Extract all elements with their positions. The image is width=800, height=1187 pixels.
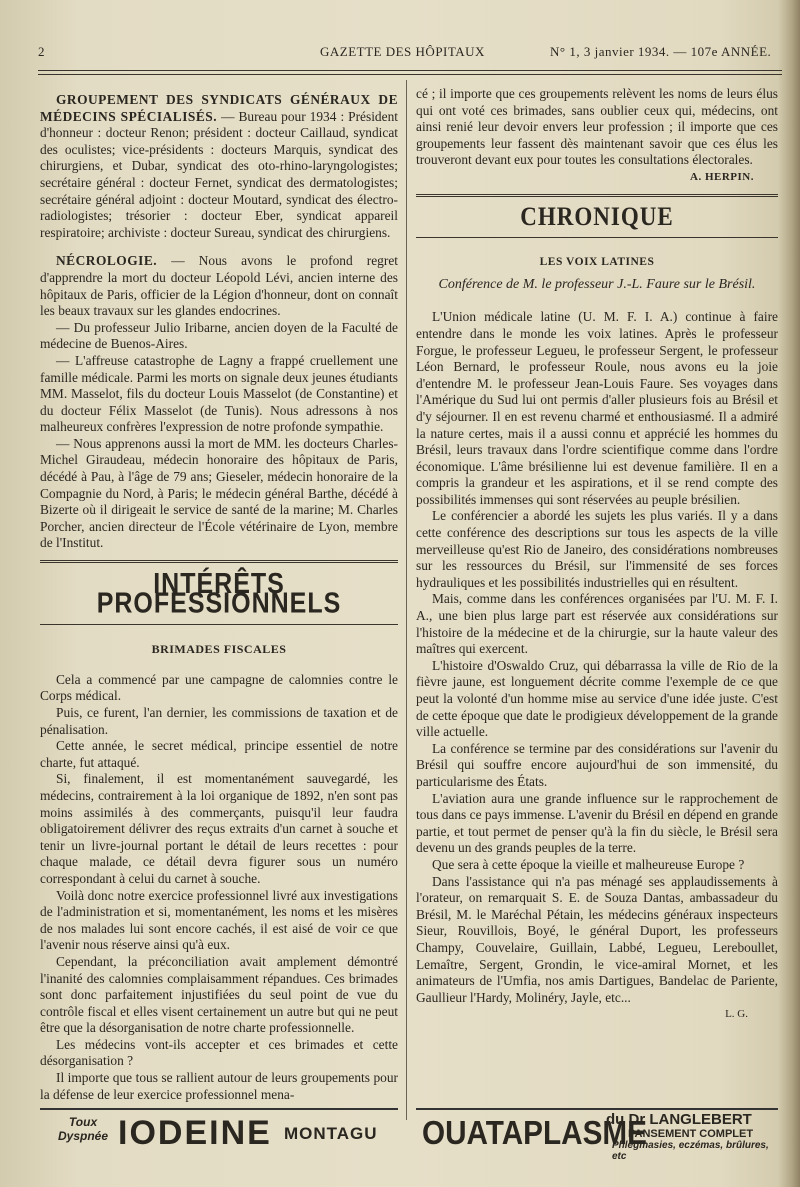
iodeine-ad-product: IODEINE — [118, 1114, 272, 1152]
page-number: 2 — [38, 44, 45, 59]
chronique-title: CHRONIQUE — [520, 201, 674, 231]
article-paragraph-8: Il importe que tous se rallient autour de leurs groupements pour la défense de leur exercice professionnel mena- — [40, 1070, 398, 1102]
ouataplasme-advertisement — [416, 1108, 778, 1162]
voix-paragraph-7: Que sera à cette époque la vieille et malheureuse Europe ? — [432, 856, 745, 872]
iodeine-ad-brand: MONTAGU — [284, 1124, 378, 1143]
voix-paragraph-6: L'aviation aura une grande influence sur le rapprochement de tous dans ce pays immense. L'avenir du Brésil en dépend en grande partie, et tout permet de penser qu'à la fin du siècle, le Brésil sera devenu un des grands peuples de la terre. — [416, 790, 778, 856]
necro-paragraph — [40, 253, 398, 319]
issue-line: N° 1, 3 janvier 1934. — 107e ANNÉE. — [550, 44, 772, 59]
ouataplasme-ad-tagline: Phlegmasies, eczémas, brûlures, etc — [612, 1140, 769, 1162]
article-paragraph-4: Si, finalement, il est momentanément sauvegardé, les médecins, contrairement à la loi organique de 1892, n'en sont pas moins assimilés à des commerçants, puisqu'il leur faudra obligatoirement délivrer des reçus extraits d'un carnet à souche et tenir un livre-journal portant le détail de leurs recettes : pour chaque malade, ce détail devra figurer sous un numéro correspondant à celui du carnet à souche. — [40, 771, 398, 886]
page-edge-shadow — [778, 0, 800, 1187]
groupement-paragraph — [40, 92, 398, 241]
ouataplasme-ad-subtitle: PANSEMENT COMPLET — [628, 1128, 754, 1140]
journal-title: GAZETTE DES HÔPITAUX — [320, 44, 485, 59]
article-paragraph-6: Cependant, la préconciliation avait amplement démontré l'inanité des calomnies complaisamment répandues. Ces brimades sont donc parfaitement injustifiées du seul point de vue du contrôle fiscal et elles visent certainement un autre but qui ne peut être que la désorganisation de notre charte professionnelle. — [40, 953, 398, 1036]
ouataplasme-ad-product: OUATAPLASME — [422, 1114, 647, 1151]
voix-paragraph-1: L'Union médicale latine (U. M. F. I. A.) continue à faire entendre dans le monde les voix latines. Après le professeur Forgue, le professeur Legueu, le professeur Sergent, le professeur Léon Bernard, le professeur Roule, nous avons eu la joie d'entendre M. le professeur Jean-Louis Faure. Ses voyages dans l'Amérique du Sud lui ont permis d'aller plusieurs fois au Brésil et d'y séjourner. Il en est revenu charmé et enthousiasmé. Il a admiré la nature certes, mais il a aussi connu et apprécié les hommes du Brésil, leurs travaux dans l'ordre scientifique comme dans l'ordre économique. L'âme brésilienne lui est devenue familière. Il en a compris la grandeur et les aspirations, et il se rend compte des possibilités immenses qui sont réservées au peuple brésilien. — [416, 309, 778, 507]
necro-text-1: — Nous avons le profond regret d'apprendre la mort du docteur Léopold Lévi, ancien interne des hôpitaux de Paris, officier de la Légion d'honneur, dont on connaît les beaux travaux sur les glandes endocrines. — [40, 253, 398, 319]
continued-signature: A. HERPIN. — [690, 170, 754, 183]
ouataplasme-ad-brand: du Dr LANGLEBERT — [606, 1111, 752, 1128]
voix-paragraph-3: Mais, comme dans les conférences organisées par l'U. M. F. I. A., une bien plus large part est réservée aux considérations sur l'histoire de la médecine et de la chirurgie, sur la haute valeur des maîtres qui exercent. — [416, 591, 778, 657]
groupement-text: — Bureau pour 1934 : Président d'honneur : docteur Renon; président : docteur Caillaud, syndicat des oculistes; vice-présidents : docteurs Marquis, syndicat des chirurgiens, et Dubar, syndicat des oto-rhino-laryngologistes; secrétaire général : docteur Fernet, syndicat des dermatologistes; secrétaire général adjoint : docteur Moutard, syndicat des électro-radiologistes; trésorier : docteur Eber, syndicat appareil respiratoire; archiviste : docteur Sureau, syndicat des chirurgiens. — [40, 108, 398, 240]
article-paragraph-7: Les médecins vont-ils accepter et ces brimades et cette désorganisation ? — [40, 1036, 398, 1069]
iodeine-advertisement — [40, 1108, 398, 1154]
groupement-heading: GROUPEMENT DES SYNDICATS GÉNÉRAUX DE MÉDECINS SPÉCIALISÉS. — [40, 92, 398, 124]
article-paragraph-2: Puis, ce furent, l'an dernier, les commissions de taxation et de pénalisation. — [40, 705, 398, 737]
voix-paragraph-8: Dans l'assistance qui n'a pas ménagé ses applaudissements à l'orateur, on remarquait S. E. de Souza Dantas, ambassadeur du Brésil, M. le Maréchal Pétain, les médecins généraux inspecteurs Sieur, Rouvillois, Boyé, le général Duport, les professeurs Champy, Couvelaire, Guillain, Labbé, Legueu, Lereboullet, Lemaître, Sergent, Grondin, le vice-amiral Mornet, et les animateurs de l'Umfia, nos amis Dartigues, Bandelac de Pariente, Gaullieur l'Hardy, Molinéry, Jayle, etc... — [416, 873, 778, 1005]
necro-text-4: — Nous apprenons aussi la mort de MM. les docteurs Charles-Michel Giraudeau, médecin honoraire des hôpitaux de Paris, décédé à Pau, à l'âge de 79 ans; Gieseler, médecin honoraire de la Compagnie du Nord, à Paris; le médecin général Barthe, décédé à Bizerte où il dirigeait le service de santé de la marine; M. Charles Porcher, ancien directeur de l'École vétérinaire de Lyon, membre de l'Institut. — [40, 435, 398, 551]
article-paragraph-5: Voilà donc notre exercice professionnel livré aux investigations de l'administration et si, momentanément, les noms et les misères de nos malades lui sont encore cachés, il est aisé de voir ce que l'avenir nous réserve ainsi qu'à eux. — [40, 887, 398, 953]
article-title: BRIMADES FISCALES — [151, 642, 287, 657]
section-title: INTÉRÊTS PROFESSIONNELS — [96, 567, 342, 619]
voix-paragraph-4: L'histoire d'Oswaldo Cruz, qui débarrassa la ville de Rio de la fièvre jaune, est longuement décrite comme l'exemple de ce que peut la volonté d'un homme mise au service d'une idée juste. C'est de cette époque que date le prodigieux développement de la grande ville actuelle. — [416, 657, 778, 740]
voix-signature: L. G. — [725, 1008, 748, 1021]
voix-paragraph-2: Le conférencier a abordé les sujets les plus variés. Il y a dans cette conférence des descriptions sur tous les aspects de la ville merveilleuse qu'est Rio de Janeiro, des considérations nombreuses sur les ressources du Brésil, sur l'immensité de ses forces hydrauliques et les possibilités industrielles qui en résultent. — [416, 508, 778, 590]
iodeine-ad-indications: Toux Dyspnée — [58, 1115, 109, 1143]
right-column — [416, 86, 778, 1023]
column-divider — [406, 80, 407, 1120]
header-rule-1 — [38, 70, 782, 71]
article-paragraph-1: Cela a commencé par une campagne de calomnies contre le Corps médical. — [40, 671, 398, 704]
page-header — [38, 44, 778, 66]
article-paragraph-3: Cette année, le secret médical, principe essentiel de notre charte, fut attaqué. — [40, 738, 398, 770]
voix-title: LES VOIX LATINES — [539, 256, 655, 269]
necro-text-2: — Du professeur Julio Iribarne, ancien doyen de la Faculté de médecine de Buenos-Aires. — [40, 319, 398, 352]
necro-heading: NÉCROLOGIE. — [56, 253, 158, 269]
voix-paragraph-5: La conférence se termine par des considérations sur l'avenir du Brésil qui souffre encore aujourd'hui de son immensité, du particularisme des États. — [416, 740, 778, 789]
continued-text: cé ; il importe que ces groupements relèvent les noms de leurs élus qui ont voté ces brimades, sans oublier ceux qui, médecins, ont ainsi renié leur devoir envers leur profession ; il importe que ces groupements leur fassent dès maintenant savoir que ces élus les trouveront devant eux pour toutes les consultations électorales. — [416, 86, 778, 168]
voix-subtitle: Conférence de M. le professeur J.-L. Faure sur le Brésil. — [438, 276, 756, 292]
header-rule-2 — [38, 74, 782, 75]
left-column — [40, 92, 398, 1103]
necro-text-3: — L'affreuse catastrophe de Lagny a frappé cruellement une famille médicale. Parmi les morts on signale deux jeunes étudiants MM. Masselot, fils du docteur Louis Masselot (de Constantine) et du docteur Félix Masselot (de Tunis). Nous adressons à nos malheureux confrères l'expression de notre profonde sympathie. — [40, 352, 398, 435]
